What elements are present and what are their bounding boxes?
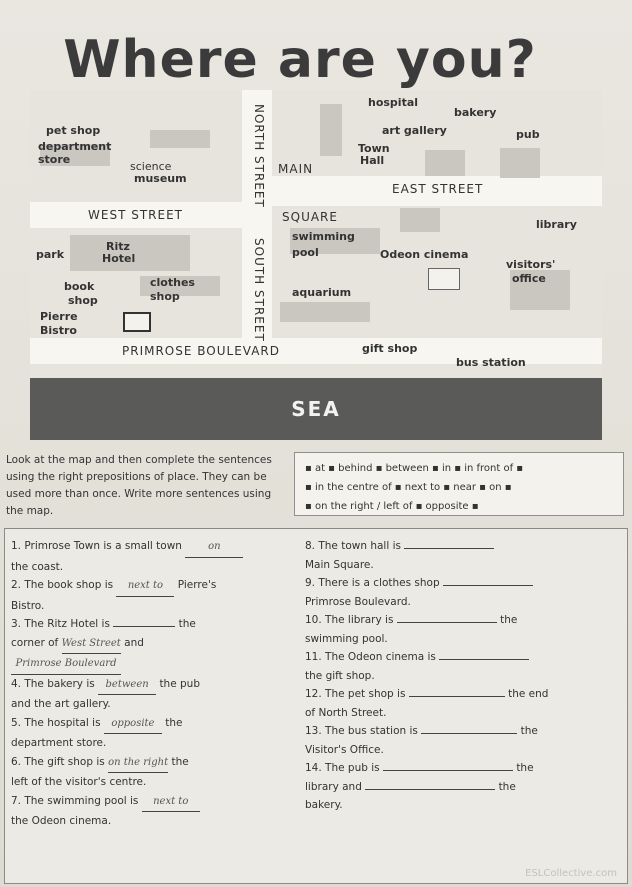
sentence-11: 11. The Odeon cinema is [305,648,621,667]
answer-1[interactable]: on [185,538,243,558]
sentence-6-cont: left of the visitor's centre. [11,776,147,788]
visitors-label: visitors' [506,258,556,271]
west-street-label: WEST STREET [88,208,183,222]
sentence-1-cont: the coast. [11,560,64,573]
sentence-12-cont: of North Street. [305,706,387,719]
park-label: park [36,248,65,261]
blank-11[interactable] [439,659,529,660]
answer-7[interactable]: next to [142,793,200,813]
sentence-6: 6. The gift shop is on the right the [11,753,306,774]
sentence-4-cont: and the art gallery. [11,698,111,710]
sentence-13: 13. The bus station is the [305,725,538,737]
answer-6[interactable]: on the right [108,754,168,774]
square-label: SQUARE [282,210,338,224]
pub-label: pub [516,128,540,141]
answer-4[interactable]: between [98,676,156,696]
department-label: department [38,140,112,153]
bus-station-label: bus station [456,356,526,369]
sentence-5-cont: department store. [11,737,107,749]
sentence-7: 7. The swimming pool is next to [11,792,306,813]
sentence-11-cont: the gift shop. [305,669,375,682]
watermark: ESLCollective.com [525,868,617,879]
page-title: Where are you? [63,30,537,90]
prepositions-line-1: ▪ at ▪ behind ▪ between ▪ in ▪ in front of ▪ [305,463,524,474]
store-label: store [38,153,71,166]
answer-3b[interactable]: West Street [62,635,121,655]
north-street-label: NORTH STREET [252,104,266,208]
sentence-7-cont: the Odeon cinema. [11,815,112,827]
blank-8[interactable] [404,548,494,549]
sentence-2-cont: Bistro. [11,599,45,612]
sentence-1: 1. Primrose Town is a small town on [11,537,306,558]
hall-label: Hall [360,154,385,167]
instructions-text: Look at the map and then complete the sentences using the right prepositions of place. They can be used more than once. Write more sentences using the map. [6,454,272,517]
sentence-3: 3. The Ritz Hotel is the [11,618,196,630]
sentence-14-cont: library and the [305,780,516,793]
sentence-9: 9. There is a clothes shop [305,574,621,593]
sentence-5: 5. The hospital is opposite the [11,714,306,735]
pool-label: pool [292,246,319,259]
art-gallery-label: art gallery [382,124,447,137]
sentence-12: 12. The pet shop is the end [305,688,549,700]
ritz-label: Ritz [106,240,130,253]
sentences-left-column [11,537,306,831]
main-label: MAIN [278,162,314,176]
science-label: science [130,160,172,173]
answer-3c[interactable]: Primrose Boulevard [11,655,121,675]
museum-label: museum [134,172,187,185]
pierre-bistro-outline [123,312,151,332]
gift-shop-label: gift shop [362,342,418,355]
sentence-9-cont: Primrose Boulevard. [305,595,411,608]
office-label: office [512,272,546,285]
sentence-4: 4. The bakery is between the pub [11,675,306,696]
town-label: Town [358,142,390,155]
sentence-3-cont: corner of West Street and [11,634,306,655]
answer-3a[interactable] [113,626,175,627]
sentence-13-cont: Visitor's Office. [305,743,384,756]
hospital-block [320,104,342,156]
museum-block [150,130,210,148]
swimming-label: swimming [292,230,355,243]
book-shop-label: shop [68,294,98,307]
aquarium-label: aquarium [292,286,352,299]
odeon-outline [428,268,460,290]
exercise-box [4,528,628,884]
sentence-8: 8. The town hall is [305,537,621,556]
pet-shop-label: pet shop [46,124,101,137]
sea-area: SEA [30,378,602,440]
sentence-14: 14. The pub is the [305,762,534,774]
sentence-3-cont2 [11,654,306,675]
sentence-10: 10. The library is the [305,614,518,626]
blank-9[interactable] [443,585,533,586]
sentence-8-cont: Main Square. [305,558,374,571]
hospital-label: hospital [368,96,419,109]
clothes-shop-label: shop [150,290,180,303]
library-block [400,208,440,232]
sentences-right-column [305,537,621,815]
odeon-label: Odeon cinema [380,248,469,261]
sentence-14-cont2: bakery. [305,799,343,811]
prepositions-line-2: ▪ in the centre of ▪ next to ▪ near ▪ on ▪ [305,482,512,493]
primrose-boulevard-label: PRIMROSE BOULEVARD [122,344,281,358]
blank-12[interactable] [409,696,505,697]
blank-13[interactable] [421,733,517,734]
blank-14b[interactable] [365,789,495,790]
prepositions-box [294,452,624,516]
clothes-label: clothes [150,276,195,289]
answer-2[interactable]: next to [116,577,174,597]
bistro-label: Bistro [40,324,77,337]
answer-5[interactable]: opposite [104,715,162,735]
blank-10[interactable] [397,622,497,623]
hotel-label: Hotel [102,252,136,265]
library-label: library [536,218,577,231]
blank-14a[interactable] [383,770,513,771]
sentence-10-cont: swimming pool. [305,632,388,645]
pub-block [500,148,540,178]
prepositions-line-3: ▪ on the right / left of ▪ opposite ▪ [305,501,479,512]
bakery-label: bakery [454,106,497,119]
town-map [30,90,602,440]
aquarium-block [280,302,370,322]
sentence-2: 2. The book shop is next to Pierre's [11,576,306,597]
book-label: book [64,280,95,293]
south-street-label: SOUTH STREET [252,238,266,342]
pierre-label: Pierre [40,310,78,323]
east-street-label: EAST STREET [392,182,484,196]
art-gallery-block [425,150,465,176]
